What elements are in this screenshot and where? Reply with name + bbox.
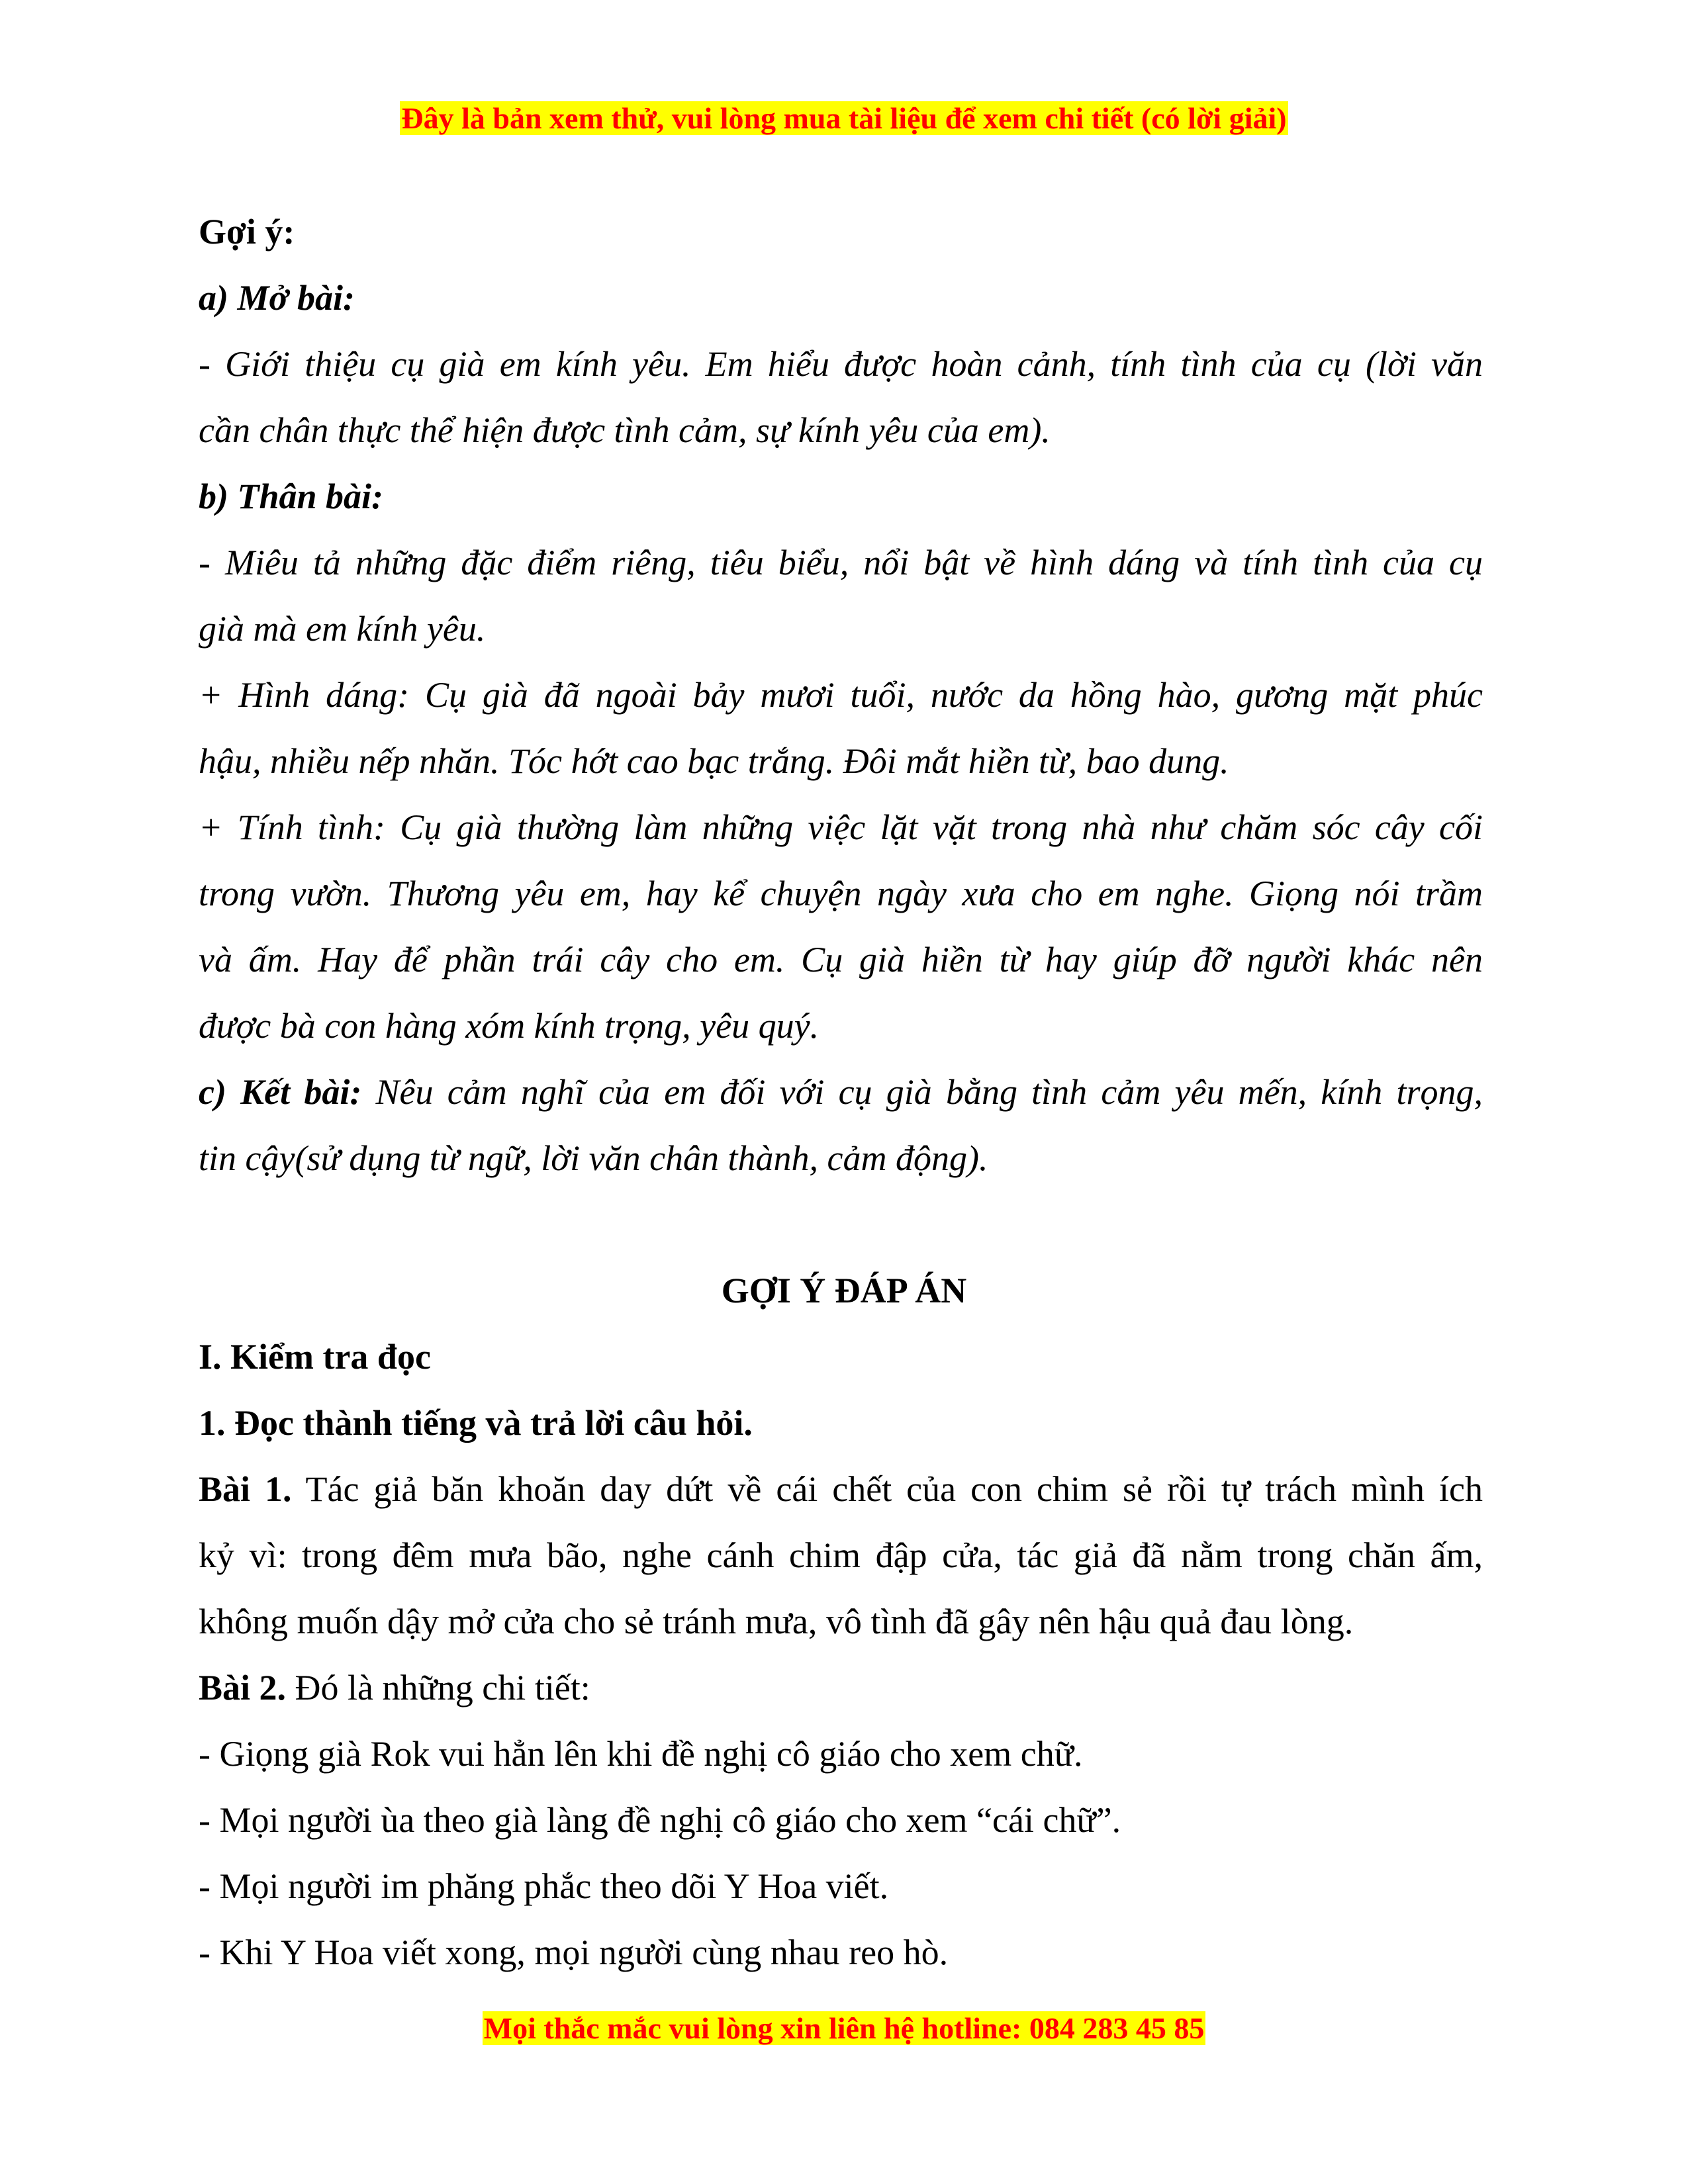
body-heading: b) Thân bài: [199,477,384,516]
answer-1-line: kỷ vì: trong đêm mưa bão, nghe cánh chim đập cửa, tác giả đã nằm trong chăn ấm, [199,1535,1483,1575]
subsection-heading: 1. Đọc thành tiếng và trả lời câu hỏi. [199,1403,753,1443]
body-line: + Tính tình: Cụ già thường làm những việc lặt vặt trong nhà như chăm sóc cây cối [199,807,1483,847]
answer-1-label: Bài 1. [199,1469,292,1509]
body-line: hậu, nhiều nếp nhăn. Tóc hớt cao bạc trắng. Đôi mắt hiền từ, bao dung. [199,741,1229,781]
body-line: trong vườn. Thương yêu em, hay kể chuyện ngày xưa cho em nghe. Giọng nói trầm [199,874,1483,913]
suggestion-title: Gợi ý: [199,212,295,251]
conclusion-heading: c) Kết bài: [199,1072,362,1112]
answer-2-item: - Khi Y Hoa viết xong, mọi người cùng nhau reo hò. [199,1933,949,1972]
body-line: già mà em kính yêu. [199,609,486,649]
hotline-text: Mọi thắc mắc vui lòng xin liên hệ hotline: 084 283 45 85 [483,2011,1205,2045]
answer-1-line [199,1466,1483,1512]
body-line: và ấm. Hay để phần trái cây cho em. Cụ già hiền từ hay giúp đỡ người khác nên [199,940,1483,979]
answer-1-line: không muốn dậy mở cửa cho sẻ tránh mưa, vô tình đã gây nên hậu quả đau lòng. [199,1602,1354,1641]
intro-heading: a) Mở bài: [199,278,355,318]
answer-2-label: Bài 2. [199,1668,287,1707]
preview-notice-banner [0,99,1688,138]
answer-1-text: Tác giả băn khoăn day dứt về cái chết của con chim sẻ rồi tự trách mình ích [291,1469,1483,1509]
answers-title: GỢI Ý ĐÁP ÁN [721,1271,967,1310]
answer-2-item: - Mọi người ùa theo già làng đề nghị cô giáo cho xem “cái chữ”. [199,1800,1121,1840]
preview-notice-text: Đây là bản xem thử, vui lòng mua tài liệu để xem chi tiết (có lời giải) [401,101,1287,135]
answer-2-item: - Mọi người im phăng phắc theo dõi Y Hoa viết. [199,1866,889,1906]
body-line: + Hình dáng: Cụ già đã ngoài bảy mươi tuổi, nước da hồng hào, gương mặt phúc [199,675,1483,715]
intro-line: cần chân thực thể hiện được tình cảm, sự kính yêu của em). [199,410,1051,450]
answer-2-item: - Giọng già Rok vui hẳn lên khi đề nghị cô giáo cho xem chữ. [199,1734,1083,1774]
answer-2-text: Đó là những chi tiết: [286,1668,590,1707]
body-line: - Miêu tả những đặc điểm riêng, tiêu biểu, nổi bật về hình dáng và tính tình của cụ [199,543,1483,582]
answer-2-line [199,1664,1483,1711]
hotline-banner [0,2009,1688,2048]
body-line: được bà con hàng xóm kính trọng, yêu quý. [199,1006,820,1046]
conclusion-line: tin cậy(sử dụng từ ngữ, lời văn chân thành, cảm động). [199,1138,988,1178]
section-heading: I. Kiểm tra đọc [199,1337,431,1377]
intro-line: - Giới thiệu cụ già em kính yêu. Em hiểu được hoàn cảnh, tính tình của cụ (lời văn [199,344,1483,384]
conclusion-line [199,1069,1483,1115]
conclusion-text: Nêu cảm nghĩ của em đối với cụ già bằng tình cảm yêu mến, kính trọng, [361,1072,1483,1112]
